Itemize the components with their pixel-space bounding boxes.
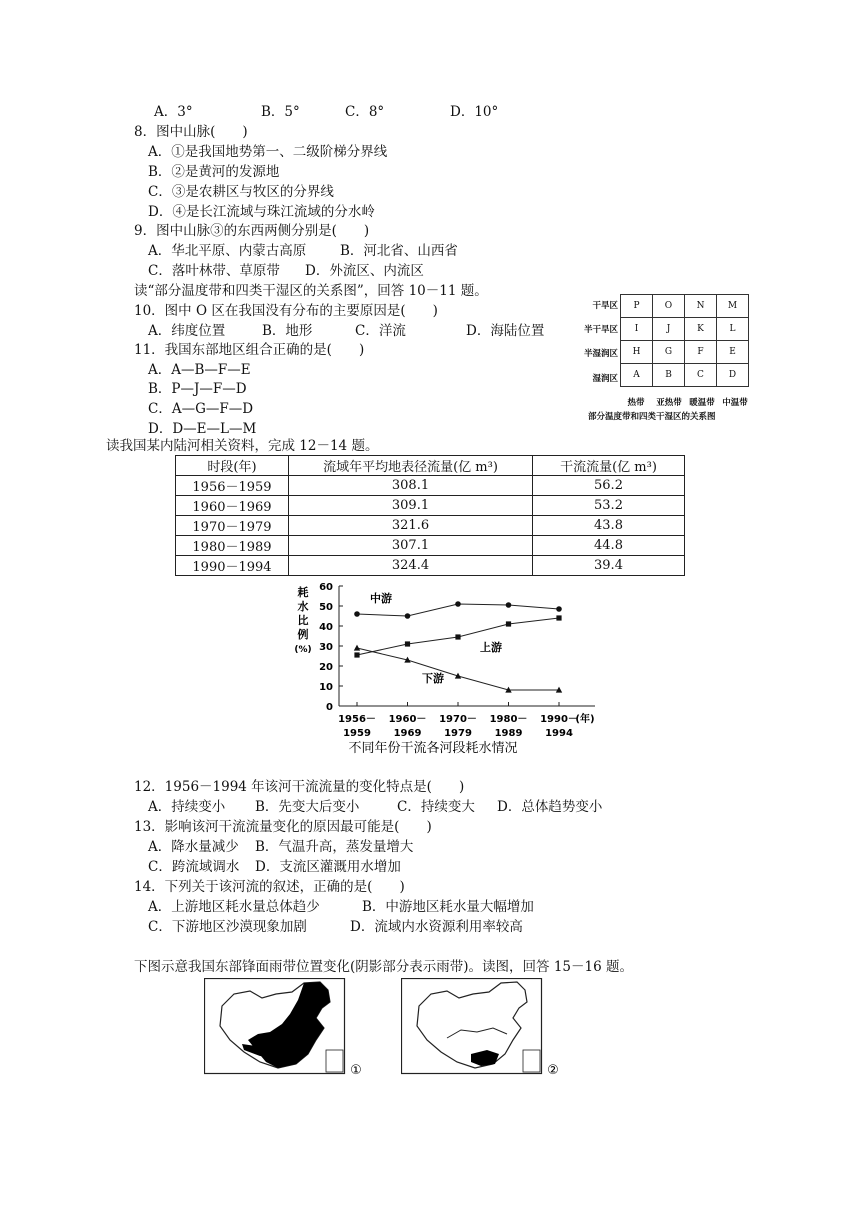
table-cell: 308.1	[289, 476, 533, 496]
table-cell: 43.8	[533, 516, 685, 536]
series-label: 上游	[480, 641, 502, 654]
data-point	[506, 602, 512, 608]
zone-cell: J	[653, 318, 685, 341]
series-line-3	[357, 648, 559, 690]
q9-option-a: A．华北平原、内蒙古高原	[148, 243, 307, 259]
zone-cell: N	[685, 295, 717, 318]
table-header: 时段(年)	[176, 456, 289, 476]
flow-table	[175, 455, 685, 576]
series-label: 下游	[422, 672, 444, 685]
y-tick-label: 40	[319, 622, 333, 633]
x-tick-label: 1960－	[388, 714, 427, 725]
intro-15-16: 下图示意我国东部锋面雨带位置变化(阴影部分表示雨带)。读图，回答 15－16 题。	[134, 959, 633, 975]
x-tick-label: 1959	[343, 728, 371, 739]
y-axis-label	[294, 585, 311, 655]
q12-option-d: D．总体趋势变小	[497, 799, 603, 815]
y-axis-label-char: 例	[297, 628, 309, 641]
table-cell: 309.1	[289, 496, 533, 516]
q11-option-a: A．A—B—F—E	[148, 362, 251, 378]
table-header: 流域年平均地表径流量(亿 m³)	[289, 456, 533, 476]
table-cell: 44.8	[533, 536, 685, 556]
y-tick-label: 50	[319, 602, 333, 613]
q12-stem: 12．1956－1994 年该河干流流量的变化特点是( )	[134, 779, 465, 795]
zone-col-label: 暖温带	[689, 398, 715, 408]
table-cell: 53.2	[533, 496, 685, 516]
q10-option-b: B．地形	[262, 323, 313, 339]
q13-option-d: D．支流区灌溉用水增加	[255, 859, 401, 875]
zone-row-label: 半湿润区	[583, 349, 618, 359]
data-point	[405, 641, 410, 646]
zone-cell: P	[621, 295, 653, 318]
x-axis-unit: (年)	[575, 714, 595, 725]
y-axis-unit: (%)	[294, 645, 312, 655]
table-cell: 324.4	[289, 556, 533, 576]
table-cell: 1970－1979	[176, 516, 289, 536]
table-cell: 307.1	[289, 536, 533, 556]
x-tick-label: 1994	[545, 728, 573, 739]
zone-col-label: 热带	[627, 398, 645, 408]
zone-row-label: 干旱区	[592, 301, 618, 311]
x-tick-label: 1969	[393, 728, 422, 739]
q7-option-b: B．5°	[261, 104, 300, 120]
rainband-map-2	[401, 978, 561, 1080]
zone-cell: D	[717, 364, 749, 387]
q9-stem: 9．图中山脉③的东西两侧分别是( )	[134, 223, 370, 239]
zone-cell: I	[621, 318, 653, 341]
zone-cell: E	[717, 341, 749, 364]
q13-option-c: C．跨流域调水	[148, 859, 240, 875]
x-tick-label: 1990－	[540, 714, 578, 725]
chart-title: 不同年份干流各河段耗水情况	[348, 741, 518, 756]
q11-option-d: D．D—E—L—M	[148, 421, 257, 437]
y-tick-label: 10	[319, 682, 333, 693]
table-cell: 1990－1994	[176, 556, 289, 576]
y-tick-label: 30	[319, 642, 333, 653]
table-row	[176, 556, 685, 576]
table-row	[176, 516, 685, 536]
table-cell: 1956－1959	[176, 476, 289, 496]
table-cell: 1960－1969	[176, 496, 289, 516]
table-cell: 1980－1989	[176, 536, 289, 556]
q11-option-c: C．A—G—F—D	[148, 401, 254, 417]
q14-option-c: C．下游地区沙漠现象加剧	[148, 919, 307, 935]
y-axis-label-char: 耗	[297, 586, 309, 599]
q9-option-b: B．河北省、山西省	[340, 243, 458, 259]
zone-cell: M	[717, 295, 749, 318]
q10-stem: 10．图中 O 区在我国没有分布的主要原因是( )	[134, 303, 438, 319]
q14-option-d: D．流域内水资源利用率较高	[350, 919, 523, 935]
q8-stem: 8．图中山脉( )	[134, 124, 248, 140]
intro-10-11: 读“部分温度带和四类干湿区的关系图”，回答 10－11 题。	[134, 283, 488, 299]
intro-12-14: 读我国某内陆河相关资料，完成 12－14 题。	[106, 438, 379, 454]
x-tick-label: 1956－	[338, 714, 376, 725]
q14-option-a: A．上游地区耗水量总体趋少	[148, 899, 320, 915]
zone-cell: O	[653, 295, 685, 318]
q11-option-b: B．P—J—F—D	[148, 381, 247, 397]
zone-cell: A	[621, 364, 653, 387]
x-tick-label: 1970－	[439, 714, 477, 725]
q10-option-a: A．纬度位置	[148, 323, 226, 339]
y-tick-label: 20	[319, 662, 333, 673]
table-cell: 321.6	[289, 516, 533, 536]
x-tick-label: 1980－	[489, 714, 528, 725]
table-row	[176, 496, 685, 516]
table-cell: 39.4	[533, 556, 685, 576]
zone-cell: F	[685, 341, 717, 364]
zone-cell: L	[717, 318, 749, 341]
series-label: 中游	[370, 592, 392, 605]
q8-option-b: B．②是黄河的发源地	[148, 164, 280, 180]
q8-option-d: D．④是长江流域与珠江流域的分水岭	[148, 204, 375, 220]
q13-stem: 13．影响该河干流流量变化的原因最可能是( )	[134, 819, 432, 835]
data-point	[354, 645, 360, 651]
q8-option-c: C．③是农耕区与牧区的分界线	[148, 184, 334, 200]
q7-option-a: A．3°	[154, 104, 193, 120]
data-point	[506, 621, 511, 626]
zone-cell: K	[685, 318, 717, 341]
q13-option-a: A．降水量减少	[148, 839, 239, 855]
zone-cell: B	[653, 364, 685, 387]
q14-stem: 14．下列关于该河流的叙述，正确的是( )	[134, 879, 405, 895]
q12-option-a: A．持续变小	[148, 799, 226, 815]
rainband-map-1	[204, 978, 364, 1080]
x-tick-label: 1979	[444, 728, 472, 739]
q7-option-d: D．10°	[450, 104, 499, 120]
data-point	[455, 601, 461, 607]
zone-col-label: 中温带	[722, 398, 748, 408]
data-point	[556, 615, 561, 620]
data-point	[354, 611, 360, 617]
water-consumption-chart	[285, 578, 625, 758]
map-2-label: ②	[547, 1063, 559, 1078]
y-axis-label-char: 水	[297, 600, 309, 613]
zone-cell: G	[653, 341, 685, 364]
q13-option-b: B．气温升高，蒸发量增大	[255, 839, 414, 855]
y-tick-label: 60	[319, 582, 333, 593]
y-tick-label: 0	[326, 702, 333, 713]
data-point	[455, 634, 460, 639]
data-point	[405, 613, 411, 619]
y-axis-label-char: 比	[297, 614, 309, 627]
q7-option-c: C．8°	[345, 104, 385, 120]
table-header: 干流流量(亿 m³)	[533, 456, 685, 476]
zone-cell: C	[685, 364, 717, 387]
q11-stem: 11．我国东部地区组合正确的是( )	[134, 342, 365, 358]
q10-option-c: C．洋流	[355, 323, 406, 339]
zone-col-label: 亚热带	[656, 398, 682, 408]
data-point	[354, 652, 359, 657]
q12-option-b: B．先变大后变小	[255, 799, 360, 815]
table-row	[176, 476, 685, 496]
table-cell: 56.2	[533, 476, 685, 496]
x-tick-label: 1989	[494, 728, 523, 739]
zone-row-label: 湿润区	[592, 374, 618, 384]
q8-option-a: A．①是我国地势第一、二级阶梯分界线	[148, 144, 388, 160]
zone-cell: H	[621, 341, 653, 364]
table-row	[176, 536, 685, 556]
q9-option-c: C．落叶林带、草原带	[148, 263, 280, 279]
q9-option-d: D．外流区、内流区	[305, 263, 424, 279]
data-point	[556, 606, 562, 612]
q10-option-d: D．海陆位置	[466, 323, 545, 339]
q14-option-b: B．中游地区耗水量大幅增加	[362, 899, 534, 915]
zone-caption: 部分温度带和四类干湿区的关系图	[588, 412, 716, 422]
zone-figure	[564, 292, 760, 428]
zone-grid	[620, 294, 749, 387]
zone-row-label: 半干旱区	[583, 325, 618, 335]
q12-option-c: C．持续变大	[397, 799, 475, 815]
map-1-label: ①	[350, 1063, 362, 1078]
